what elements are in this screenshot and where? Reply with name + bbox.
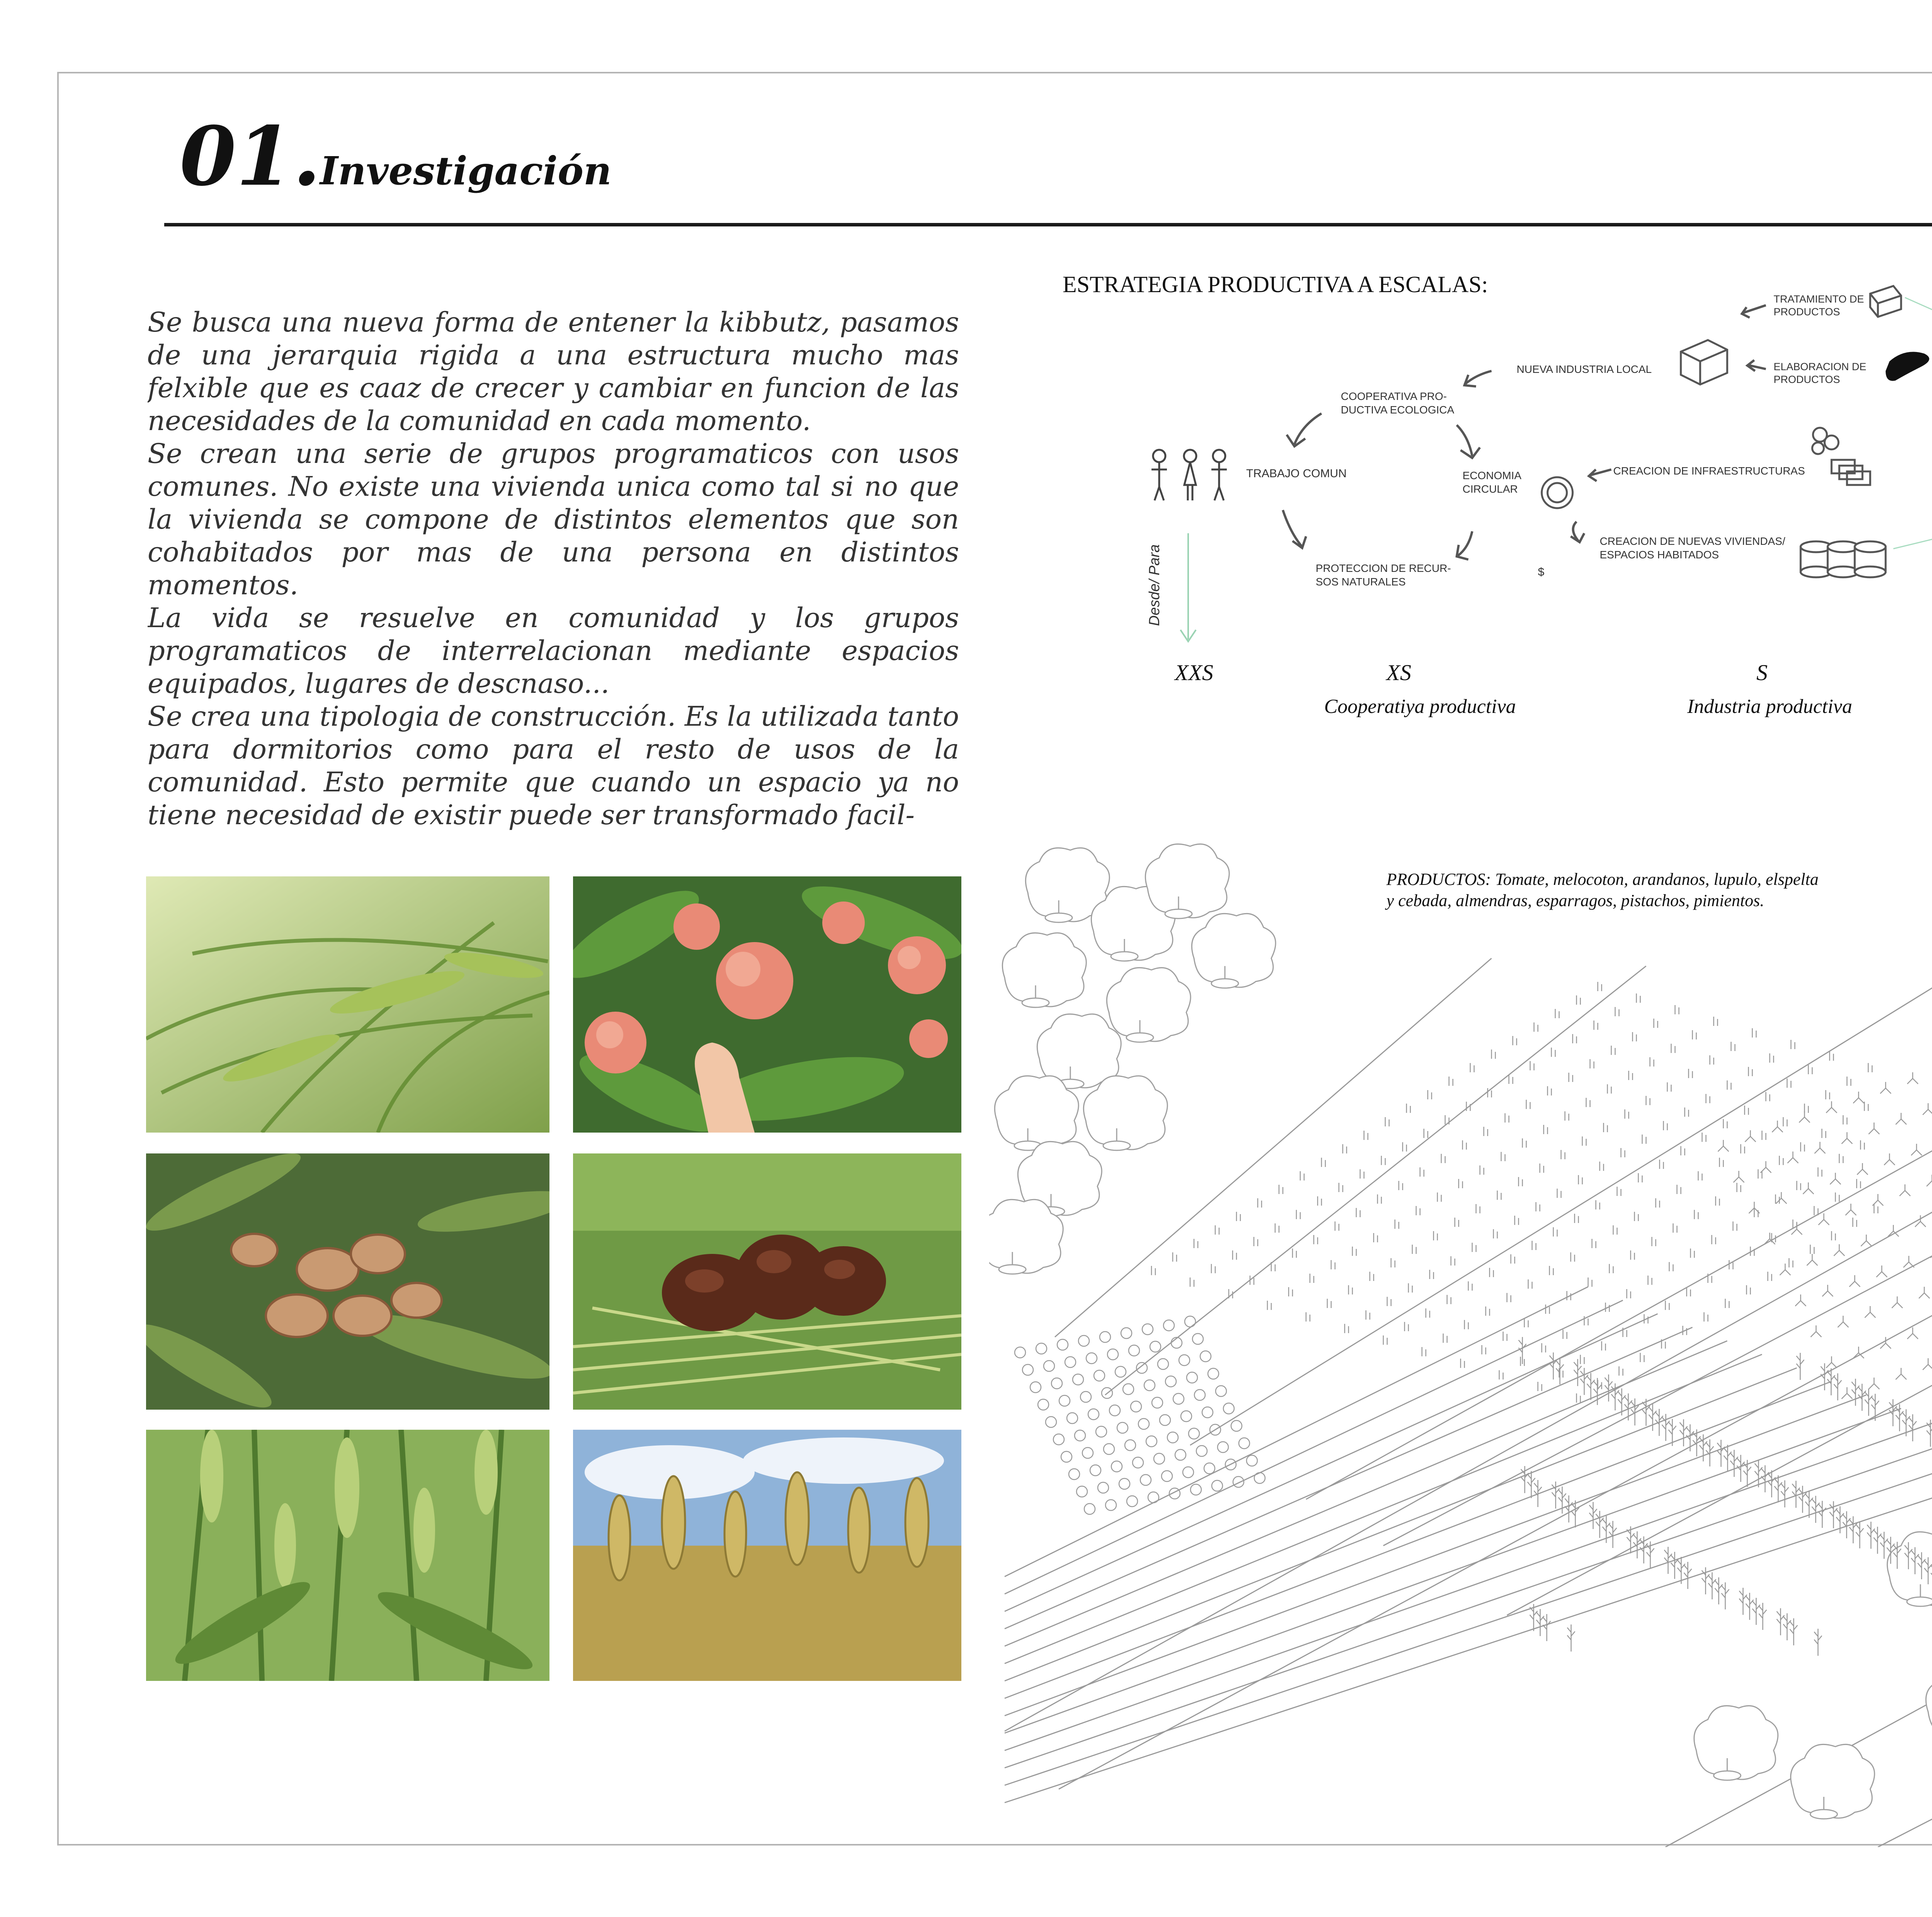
strategy-title: ESTRATEGIA PRODUCTIVA A ESCALAS: <box>1063 272 1488 297</box>
scale-code-xxs: XXS <box>1175 660 1213 685</box>
productos-line-1: PRODUCTOS: Tomate, melocoton, arandanos, lupulo, elspelta <box>1386 870 1819 889</box>
scale-name-s: Industria productiva <box>1687 696 1852 718</box>
factory-icon <box>1681 340 1727 384</box>
dollar-sign: $ <box>1538 566 1544 578</box>
scale-code-s: S <box>1756 660 1768 685</box>
intro-paragraph-2: Se crean una serie de grupos programaticos con usos comunes. No existe una vivienda unica como tal si no que la vivienda se compone de distintos elementos que son cohabitados por mas de una persona en distintos momentos. <box>148 438 959 601</box>
intro-paragraph-1: Se busca una nueva forma de entener la kibbutz, pasamos de una jerarquia rigida a una estructura mucho mas felxible que es caaz de crecer y cambiar en funcion de las necesidades de la comunidad en cada momento. <box>148 306 959 437</box>
section-title: Investigación <box>320 148 612 194</box>
desde-para-label: Desde/ Para <box>1146 544 1163 626</box>
proteccion-label-2: SOS NATURALES <box>1316 576 1406 588</box>
proteccion-label-1: PROTECCION DE RECUR- <box>1316 562 1451 574</box>
scale-code-xs: XS <box>1386 660 1412 685</box>
tratamiento-label-1: TRATAMIENTO DE <box>1774 293 1864 305</box>
elaboracion-label-2: PRODUCTOS <box>1774 374 1840 385</box>
infraestructuras-label: CREACION DE INFRAESTRUCTURAS <box>1613 465 1805 477</box>
nueva-industria-label: NUEVA INDUSTRIA LOCAL <box>1517 363 1652 375</box>
cooperativa-label-1: COOPERATIVA PRO- <box>1341 390 1447 402</box>
intro-paragraph-4: Se crea una tipologia de construcción. Es la utilizada tanto para dormitorios como para el resto de usos de la comunidad. Esto permite que cuando un espacio ya no tiene necesidad de existir puede ser transformado facil- <box>148 701 959 831</box>
section-number: 01. <box>180 109 321 204</box>
economia-label-1: ECONOMIA <box>1463 469 1522 481</box>
trabajo-comun-label: TRABAJO COMUN <box>1246 467 1347 480</box>
barley-photo <box>146 876 549 1133</box>
axonometric-landscape <box>989 842 1932 1847</box>
elaboracion-label-1: ELABORACION DE <box>1774 361 1867 373</box>
peach-photo <box>573 876 961 1133</box>
productos-line-2: y cebada, almendras, esparragos, pistachos, pimientos. <box>1386 891 1764 910</box>
intro-paragraph-3: La vida se resuelve en comunidad y los grupos programaticos de interrelacionan mediante espacios equipados, lugares de descnaso... <box>148 602 959 699</box>
housing-cylinders-icon <box>1801 541 1886 577</box>
cheese-icon <box>1870 286 1901 317</box>
tool-icon <box>1886 352 1929 381</box>
strategy-diagram <box>0 0 1932 734</box>
almond-photo <box>146 1153 549 1410</box>
wheat-golden-photo <box>573 1430 961 1681</box>
viviendas-label-2: ESPACIOS HABITADOS <box>1600 549 1719 561</box>
connection-lines <box>1893 298 1932 549</box>
viviendas-label-1: CREACION DE NUEVAS VIVIENDAS/ <box>1600 535 1786 547</box>
economia-label-2: CIRCULAR <box>1463 483 1518 495</box>
cooperativa-label-2: DUCTIVA ECOLOGICA <box>1341 404 1454 416</box>
chestnut-photo <box>573 1153 961 1410</box>
wheat-green-photo <box>146 1430 549 1681</box>
scale-name-xs: Cooperatiya productiva <box>1324 696 1516 718</box>
tratamiento-label-2: PRODUCTOS <box>1774 306 1840 318</box>
people-icon <box>1151 450 1227 500</box>
